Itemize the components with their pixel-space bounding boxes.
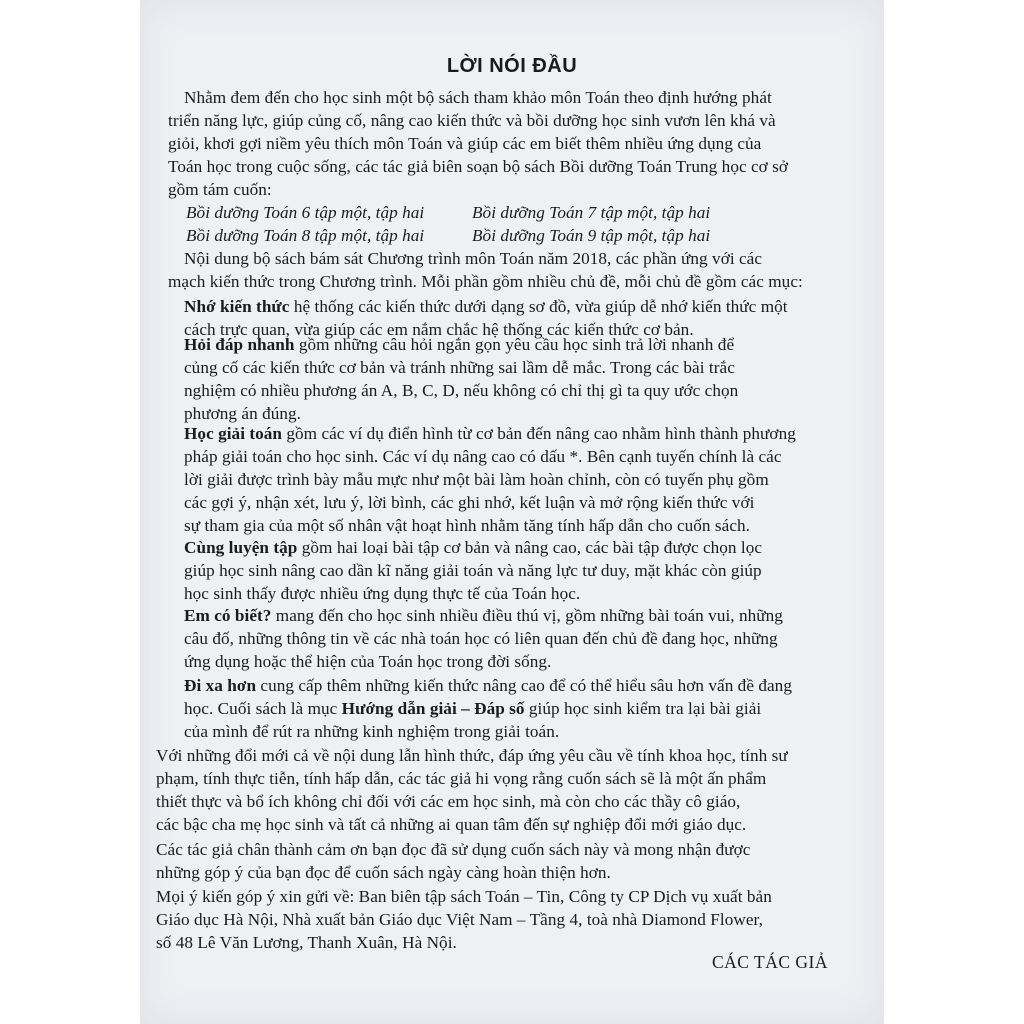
- section-heading: Em có biết?: [184, 606, 272, 625]
- section-heading: Cùng luyện tập: [184, 538, 298, 557]
- section-line: Cùng luyện tập gồm hai loại bài tập cơ bản và nâng cao, các bài tập được chọn lọc: [184, 538, 763, 557]
- section-line: ứng dụng hoặc thể hiện của Toán học trong đời sống.: [184, 652, 552, 671]
- section-line: Đi xa hơn cung cấp thêm những kiến thức nâng cao để có thể hiểu sâu hơn vấn đề đang: [184, 676, 792, 695]
- intro-line: giỏi, khơi gợi niềm yêu thích môn Toán và giúp các em biết thêm nhiều ứng dụng của: [168, 134, 762, 153]
- book-title: Bồi dưỡng Toán 6 tập một, tập hai: [186, 203, 425, 222]
- page-text: [140, 0, 884, 1024]
- section-line: Nhớ kiến thức hệ thống các kiến thức dưới dạng sơ đồ, vừa giúp dễ nhớ kiến thức một: [184, 297, 788, 316]
- signature: CÁC TÁC GIẢ: [711, 952, 828, 972]
- section-line: sự tham gia của một số nhân vật hoạt hình nhằm tăng tính hấp dẫn cho cuốn sách.: [184, 516, 751, 535]
- section-line: giúp học sinh nâng cao dần kĩ năng giải toán và năng lực tư duy, mặt khác còn giúp: [184, 561, 762, 580]
- intro-line: gồm tám cuốn:: [168, 180, 272, 199]
- section-line: Hỏi đáp nhanh gồm những câu hỏi ngắn gọn yêu cầu học sinh trả lời nhanh để: [184, 335, 735, 354]
- section-line: lời giải được trình bày mẫu mực như một bài làm hoàn chỉnh, còn có tuyến phụ gồm: [184, 470, 769, 489]
- section-line: học sinh thấy được nhiều ứng dụng thực tế của Toán học.: [184, 584, 581, 603]
- section-line: củng cố các kiến thức cơ bản và tránh những sai lầm dễ mắc. Trong các bài trắc: [184, 358, 735, 377]
- closing-line: thiết thực và bổ ích không chỉ đối với các em học sinh, mà còn cho các thầy cô giáo,: [156, 792, 741, 811]
- section-heading: Học giải toán: [184, 424, 283, 443]
- section-line: cách trực quan, vừa giúp các em nắm chắc hệ thống các kiến thức cơ bản.: [184, 320, 694, 339]
- section-line: phương án đúng.: [184, 404, 302, 423]
- closing-line: Với những đổi mới cả về nội dung lẫn hình thức, đáp ứng yêu cầu về tính khoa học, tính sư: [156, 746, 788, 765]
- contact-line: Giáo dục Hà Nội, Nhà xuất bản Giáo dục Việt Nam – Tầng 4, toà nhà Diamond Flower,: [156, 910, 763, 929]
- section-line: của mình để rút ra những kinh nghiệm trong giải toán.: [184, 722, 560, 741]
- book-title: Bồi dưỡng Toán 7 tập một, tập hai: [472, 203, 711, 222]
- section-heading: Hỏi đáp nhanh: [184, 335, 295, 354]
- section-heading: Nhớ kiến thức: [184, 297, 290, 316]
- intro-line: Toán học trong cuộc sống, các tác giả biên soạn bộ sách Bồi dưỡng Toán Trung học cơ sở: [168, 157, 789, 176]
- intro-line: triển năng lực, giúp củng cố, nâng cao kiến thức và bồi dưỡng học sinh vươn lên khá và: [168, 111, 776, 130]
- book-title: Bồi dưỡng Toán 8 tập một, tập hai: [186, 226, 425, 245]
- section-line: câu đố, những thông tin về các nhà toán học có liên quan đến chủ đề đang học, những: [184, 629, 778, 648]
- section-line: Học giải toán gồm các ví dụ điển hình từ cơ bản đến nâng cao nhằm hình thành phương: [184, 424, 796, 443]
- section-heading: Đi xa hơn: [184, 676, 257, 695]
- section-line: pháp giải toán cho học sinh. Các ví dụ nâng cao có dấu *. Bên cạnh tuyến chính là các: [184, 447, 782, 466]
- answers-section-name: Hướng dẫn giải – Đáp số: [341, 699, 525, 718]
- section-line: Em có biết? mang đến cho học sinh nhiều điều thú vị, gồm những bài toán vui, những: [184, 606, 783, 625]
- closing-line: phạm, tính thực tiễn, tính hấp dẫn, các tác giả hi vọng rằng cuốn sách sẽ là một ấn phẩm: [156, 769, 767, 788]
- contact-line: Mọi ý kiến góp ý xin gửi về: Ban biên tập sách Toán – Tin, Công ty CP Dịch vụ xuất bản: [156, 887, 772, 906]
- contact-line: số 48 Lê Văn Lương, Thanh Xuân, Hà Nội.: [156, 933, 457, 952]
- content-intro-line: mạch kiến thức trong Chương trình. Mỗi phần gồm nhiều chủ đề, mỗi chủ đề gồm các mục:: [168, 272, 803, 291]
- section-line: nghiệm có nhiều phương án A, B, C, D, nếu không có chỉ thị gì ta quy ước chọn: [184, 381, 739, 400]
- section-line: các gợi ý, nhận xét, lưu ý, lời bình, các ghi nhớ, kết luận và mở rộng kiến thức với: [184, 493, 755, 512]
- book-page: [140, 0, 884, 1024]
- closing-line: các bậc cha mẹ học sinh và tất cả những ai quan tâm đến sự nghiệp đổi mới giáo dục.: [156, 815, 747, 834]
- content-intro-line: Nội dung bộ sách bám sát Chương trình môn Toán năm 2018, các phần ứng với các: [184, 249, 763, 268]
- thanks-line: những góp ý của bạn đọc để cuốn sách ngày càng hoàn thiện hơn.: [156, 863, 611, 882]
- thanks-line: Các tác giả chân thành cảm ơn bạn đọc đã sử dụng cuốn sách này và mong nhận được: [156, 840, 751, 859]
- intro-line: Nhằm đem đến cho học sinh một bộ sách tham khảo môn Toán theo định hướng phát: [184, 88, 772, 107]
- section-line: học. Cuối sách là mục Hướng dẫn giải – Đáp số giúp học sinh kiểm tra lại bài giải: [184, 699, 762, 718]
- page-title: LỜI NÓI ĐẦU: [446, 55, 578, 77]
- book-title: Bồi dưỡng Toán 9 tập một, tập hai: [472, 226, 711, 245]
